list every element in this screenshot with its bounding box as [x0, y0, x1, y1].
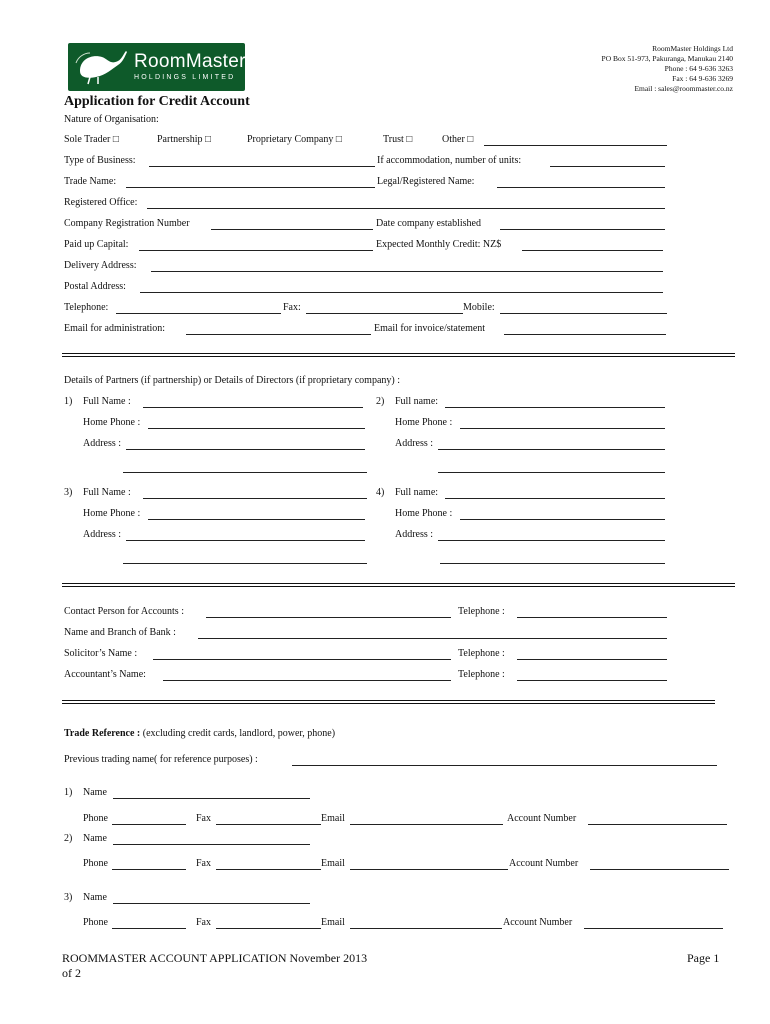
option-other[interactable]: Other □ [442, 134, 474, 145]
option-sole-trader[interactable]: Sole Trader □ [64, 134, 119, 145]
company-reg-number-field[interactable] [211, 229, 373, 230]
address-line: RoomMaster Holdings Ltd [652, 44, 733, 53]
telephone-field[interactable] [116, 313, 281, 314]
reference-1-fax-label: Fax [196, 813, 211, 824]
reference-1-fax-field[interactable] [216, 824, 321, 825]
partner-3-phone-label: Home Phone : [83, 508, 141, 519]
partner-4-address-label: Address : [395, 529, 434, 540]
reference-2-fax-field[interactable] [216, 869, 321, 870]
partner-2-address-field[interactable] [438, 449, 665, 450]
contact-telephone-field[interactable] [517, 617, 667, 618]
expected-credit-label: Expected Monthly Credit: NZ$ [376, 239, 502, 250]
solicitor-telephone-field[interactable] [517, 659, 667, 660]
company-address [602, 44, 733, 94]
partner-2-number: 2) [376, 396, 385, 407]
accommodation-units-label: If accommodation, number of units: [377, 155, 522, 166]
reference-3-email-label: Email [321, 917, 345, 928]
partner-4-name-field[interactable] [445, 498, 665, 499]
expected-credit-field[interactable] [522, 250, 663, 251]
address-line: Fax : 64 9-636 3269 [672, 74, 733, 83]
address-line: Email : sales@roommaster.co.nz [634, 84, 733, 93]
reference-3-name-field[interactable] [113, 903, 310, 904]
reference-1-email-field[interactable] [350, 824, 503, 825]
organisation-label: Nature of Organisation: [64, 114, 159, 125]
company-logo [68, 43, 245, 91]
reference-2-fax-label: Fax [196, 858, 211, 869]
email-invoice-label: Email for invoice/statement [374, 323, 486, 334]
address-line: PO Box 51-973, Pakuranga, Manukau 2140 [601, 54, 733, 63]
email-admin-field[interactable] [186, 334, 371, 335]
partner-4-address-field[interactable] [438, 540, 665, 541]
kiwi-bird-icon [74, 49, 128, 85]
reference-2-number: 2) [64, 833, 73, 844]
partner-2-name-field[interactable] [445, 407, 665, 408]
legal-name-label: Legal/Registered Name: [377, 176, 475, 187]
reference-1-phone-field[interactable] [112, 824, 186, 825]
partner-1-phone-label: Home Phone : [83, 417, 141, 428]
partner-4-address-field-2[interactable] [440, 563, 665, 564]
partner-3-address-field-2[interactable] [123, 563, 367, 564]
reference-1-name-field[interactable] [113, 798, 310, 799]
partner-4-number: 4) [376, 487, 385, 498]
section-divider [62, 353, 735, 357]
reference-2-email-label: Email [321, 858, 345, 869]
trade-reference-heading-note: (excluding credit cards, landlord, power, phone) [140, 728, 336, 739]
partner-1-name-label: Full Name : [83, 396, 131, 407]
partner-2-phone-label: Home Phone : [395, 417, 453, 428]
paid-up-capital-label: Paid up Capital: [64, 239, 129, 250]
logo-name: RoomMaster [134, 51, 246, 72]
reference-3-phone-label: Phone [83, 917, 108, 928]
email-admin-label: Email for administration: [64, 323, 166, 334]
page-title: Application for Credit Account [64, 94, 250, 109]
reference-3-email-field[interactable] [350, 928, 502, 929]
reference-3-account-field[interactable] [584, 928, 723, 929]
reference-2-account-field[interactable] [590, 869, 729, 870]
email-invoice-field[interactable] [504, 334, 666, 335]
reference-1-account-field[interactable] [588, 824, 727, 825]
reference-2-account-label: Account Number [509, 858, 579, 869]
reference-2-email-field[interactable] [350, 869, 508, 870]
previous-name-label: Previous trading name( for reference purposes) : [64, 754, 258, 765]
reference-1-email-label: Email [321, 813, 345, 824]
page-number: Page 1 [687, 951, 720, 965]
postal-address-field[interactable] [140, 292, 663, 293]
reference-3-fax-field[interactable] [216, 928, 321, 929]
registered-office-field[interactable] [147, 208, 665, 209]
delivery-address-label: Delivery Address: [64, 260, 137, 271]
mobile-field[interactable] [500, 313, 667, 314]
trade-reference-heading [64, 728, 335, 739]
solicitor-label: Solicitor’s Name : [64, 648, 138, 659]
partner-4-phone-field[interactable] [460, 519, 665, 520]
solicitor-telephone-label: Telephone : [458, 648, 505, 659]
partner-1-address-field[interactable] [126, 449, 365, 450]
date-established-field[interactable] [500, 229, 665, 230]
footer-line-2: of 2 [62, 966, 81, 980]
option-trust[interactable]: Trust □ [383, 134, 413, 145]
partner-1-number: 1) [64, 396, 73, 407]
trade-name-label: Trade Name: [64, 176, 117, 187]
partner-2-address-field-2[interactable] [438, 472, 665, 473]
partner-1-address-field-2[interactable] [123, 472, 367, 473]
partner-3-number: 3) [64, 487, 73, 498]
legal-name-field[interactable] [497, 187, 665, 188]
section-divider [62, 583, 735, 587]
reference-1-number: 1) [64, 787, 73, 798]
bank-label: Name and Branch of Bank : [64, 627, 176, 638]
option-partnership[interactable]: Partnership □ [157, 134, 212, 145]
reference-3-name-label: Name [83, 892, 107, 903]
date-established-label: Date company established [376, 218, 481, 229]
telephone-label: Telephone: [64, 302, 109, 313]
contact-person-label: Contact Person for Accounts : [64, 606, 184, 617]
paid-up-capital-field[interactable] [139, 250, 373, 251]
contact-telephone-label: Telephone : [458, 606, 505, 617]
solicitor-field[interactable] [153, 659, 451, 660]
accountant-field[interactable] [163, 680, 451, 681]
postal-address-label: Postal Address: [64, 281, 126, 292]
reference-2-name-label: Name [83, 833, 107, 844]
reference-2-phone-field[interactable] [112, 869, 186, 870]
partner-1-address-label: Address : [83, 438, 122, 449]
trade-name-field[interactable] [126, 187, 375, 188]
mobile-label: Mobile: [463, 302, 495, 313]
partner-4-name-label: Full name: [395, 487, 439, 498]
reference-3-account-label: Account Number [503, 917, 573, 928]
reference-1-account-label: Account Number [507, 813, 577, 824]
trade-reference-heading-bold: Trade Reference : [64, 728, 141, 739]
partner-2-address-label: Address : [395, 438, 434, 449]
company-reg-number-label: Company Registration Number [64, 218, 190, 229]
partner-2-name-label: Full name: [395, 396, 439, 407]
delivery-address-field[interactable] [151, 271, 663, 272]
logo-subtitle: HOLDINGS LIMITED [134, 74, 236, 81]
reference-3-phone-field[interactable] [112, 928, 186, 929]
contact-person-field[interactable] [206, 617, 451, 618]
accountant-label: Accountant’s Name: [64, 669, 146, 680]
footer-line-1: ROOMMASTER ACCOUNT APPLICATION November 2013 [62, 951, 368, 965]
bank-field[interactable] [198, 638, 667, 639]
reference-3-number: 3) [64, 892, 73, 903]
partner-3-name-label: Full Name : [83, 487, 131, 498]
partner-3-address-label: Address : [83, 529, 122, 540]
partners-heading: Details of Partners (if partnership) or Details of Directors (if proprietary company) : [64, 375, 400, 386]
reference-2-phone-label: Phone [83, 858, 108, 869]
footer-text [62, 951, 367, 981]
fax-field[interactable] [306, 313, 463, 314]
partner-1-name-field[interactable] [143, 407, 363, 408]
accountant-telephone-field[interactable] [517, 680, 667, 681]
option-proprietary-company[interactable]: Proprietary Company □ [247, 134, 342, 145]
fax-label: Fax: [283, 302, 301, 313]
previous-name-field[interactable] [292, 765, 717, 766]
reference-1-phone-label: Phone [83, 813, 108, 824]
accountant-telephone-label: Telephone : [458, 669, 505, 680]
accommodation-units-field[interactable] [550, 166, 665, 167]
other-field[interactable] [484, 145, 667, 146]
partner-4-phone-label: Home Phone : [395, 508, 453, 519]
reference-1-name-label: Name [83, 787, 107, 798]
type-of-business-label: Type of Business: [64, 155, 136, 166]
type-of-business-field[interactable] [149, 166, 375, 167]
section-divider [62, 700, 715, 704]
partner-2-phone-field[interactable] [460, 428, 665, 429]
partner-3-phone-field[interactable] [148, 519, 365, 520]
reference-2-name-field[interactable] [113, 844, 310, 845]
partner-3-name-field[interactable] [143, 498, 367, 499]
address-line: Phone : 64 9-636 3263 [664, 64, 733, 73]
partner-3-address-field[interactable] [126, 540, 365, 541]
partner-1-phone-field[interactable] [148, 428, 365, 429]
reference-3-fax-label: Fax [196, 917, 211, 928]
registered-office-label: Registered Office: [64, 197, 138, 208]
